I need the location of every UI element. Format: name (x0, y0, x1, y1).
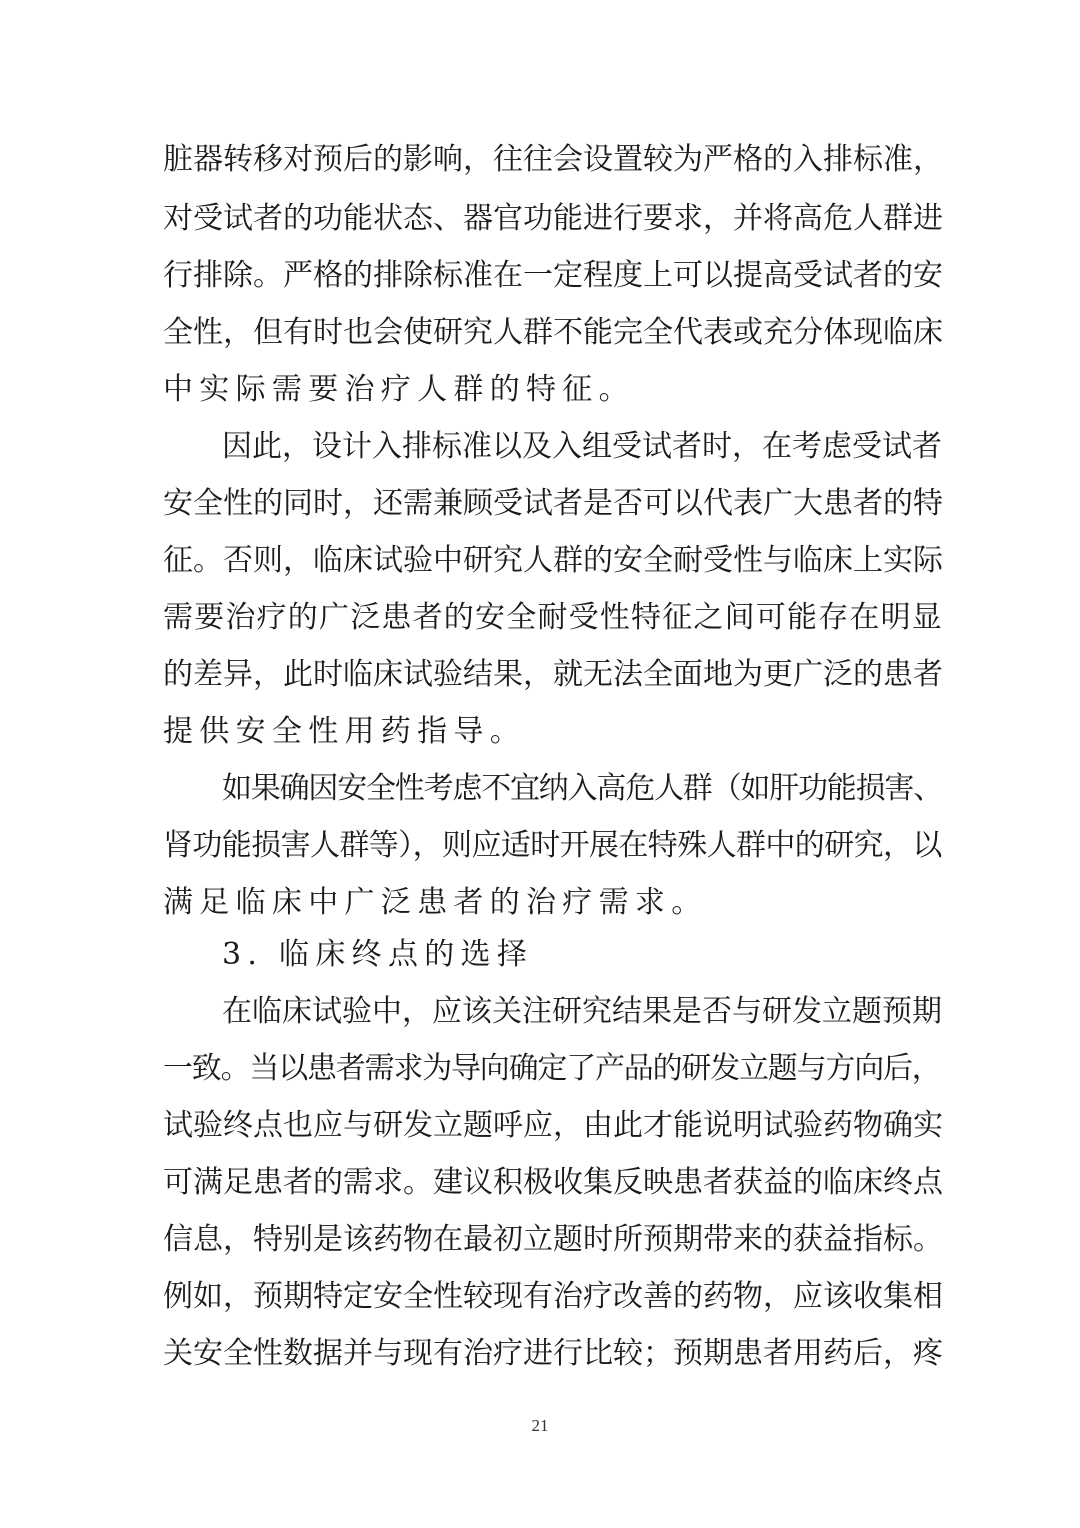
text-line: 安全性的同时，还需兼顾受试者是否可以代表广大患者的特 (163, 486, 943, 521)
text-line: 一致。当以患者需求为导向确定了产品的研发立题与方向后， (163, 1051, 941, 1086)
text-line: 如果确因安全性考虑不宜纳入高危人群（如肝功能损害、 (222, 771, 942, 806)
text-line: 中实际需要治疗人群的特征。 (163, 372, 635, 407)
text-line: 需要治疗的广泛患者的安全耐受性特征之间可能存在明显 (163, 600, 943, 635)
text-line: 对受试者的功能状态、器官功能进行要求，并将高危人群进 (163, 201, 943, 236)
section-heading: 3. 临床终点的选择 (222, 937, 534, 972)
text-line: 肾功能损害人群等），则应适时开展在特殊人群中的研究，以 (163, 828, 942, 863)
text-line: 脏器转移对预后的影响，往往会设置较为严格的入排标准， (163, 142, 943, 177)
text-line: 因此，设计入排标准以及入组受试者时，在考虑受试者 (222, 429, 942, 464)
text-line: 全性，但有时也会使研究人群不能完全代表或充分体现临床 (163, 315, 943, 350)
text-line: 在临床试验中，应该关注研究结果是否与研发立题预期 (222, 994, 942, 1029)
text-line: 的差异，此时临床试验结果，就无法全面地为更广泛的患者 (163, 657, 943, 692)
text-line: 提供安全性用药指导。 (163, 714, 526, 749)
text-line: 行排除。严格的排除标准在一定程度上可以提高受试者的安 (163, 258, 943, 293)
text-line: 征。否则，临床试验中研究人群的安全耐受性与临床上实际 (163, 543, 943, 578)
text-line: 可满足患者的需求。建议积极收集反映患者获益的临床终点 (163, 1165, 943, 1200)
text-line: 信息，特别是该药物在最初立题时所预期带来的获益指标。 (163, 1222, 943, 1257)
text-line: 满足临床中广泛患者的治疗需求。 (163, 885, 708, 920)
text-line: 试验终点也应与研发立题呼应，由此才能说明试验药物确实 (163, 1108, 943, 1143)
text-line: 例如，预期特定安全性较现有治疗改善的药物，应该收集相 (163, 1279, 943, 1314)
text-line: 关安全性数据并与现有治疗进行比较；预期患者用药后，疼 (163, 1336, 943, 1371)
page-number: 21 (531, 1416, 549, 1435)
